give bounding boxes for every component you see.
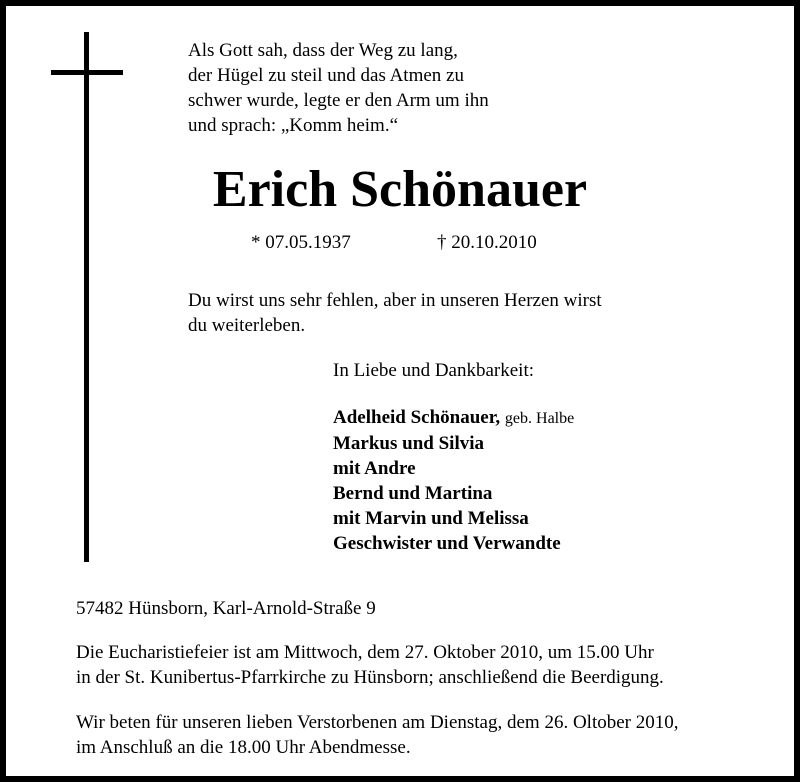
family-member: mit Andre: [333, 458, 416, 479]
poem: [188, 38, 489, 138]
cross-vertical-bar: [84, 32, 89, 562]
service-line: in der St. Kunibertus-Pfarrkirche zu Hünsborn; anschließend die Beerdigung.: [76, 667, 664, 688]
cross-horizontal-bar: [51, 70, 123, 75]
family-list: [333, 405, 574, 556]
family-member: Bernd und Martina: [333, 483, 493, 504]
farewell-line: Du wirst uns sehr fehlen, aber in unseren Herzen wirst: [188, 290, 602, 311]
service-info: [76, 640, 664, 690]
poem-line: und sprach: „Komm heim.“: [188, 115, 399, 136]
family-member: [333, 405, 574, 431]
prayer-line: im Anschluß an die 18.00 Uhr Abendmesse.: [76, 737, 411, 758]
prayer-line: Wir beten für unseren lieben Verstorbenen am Dienstag, dem 26. Oltober 2010,: [76, 712, 679, 733]
poem-line: schwer wurde, legte er den Arm um ihn: [188, 90, 489, 111]
farewell-text: [188, 288, 602, 338]
gratitude-line: In Liebe und Dankbarkeit:: [333, 360, 535, 381]
poem-line: Als Gott sah, dass der Weg zu lang,: [188, 40, 458, 61]
birth-date: * 07.05.1937: [251, 232, 351, 253]
poem-line: der Hügel zu steil und das Atmen zu: [188, 65, 464, 86]
maiden-name-note: geb. Halbe: [504, 410, 575, 427]
family-member: Geschwister und Verwandte: [333, 533, 561, 554]
prayer-info: [76, 710, 679, 760]
address: 57482 Hünsborn, Karl-Arnold-Straße 9: [76, 598, 376, 619]
family-member-name: Adelheid Schönauer,: [333, 407, 501, 428]
deceased-name: Erich Schönauer: [212, 161, 588, 218]
family-member: Markus und Silvia: [333, 433, 484, 454]
family-member: mit Marvin und Melissa: [333, 508, 529, 529]
farewell-line: du weiterleben.: [188, 315, 306, 336]
service-line: Die Eucharistiefeier ist am Mittwoch, dem 27. Oktober 2010, um 15.00 Uhr: [76, 642, 654, 663]
death-date: † 20.10.2010: [437, 232, 537, 253]
